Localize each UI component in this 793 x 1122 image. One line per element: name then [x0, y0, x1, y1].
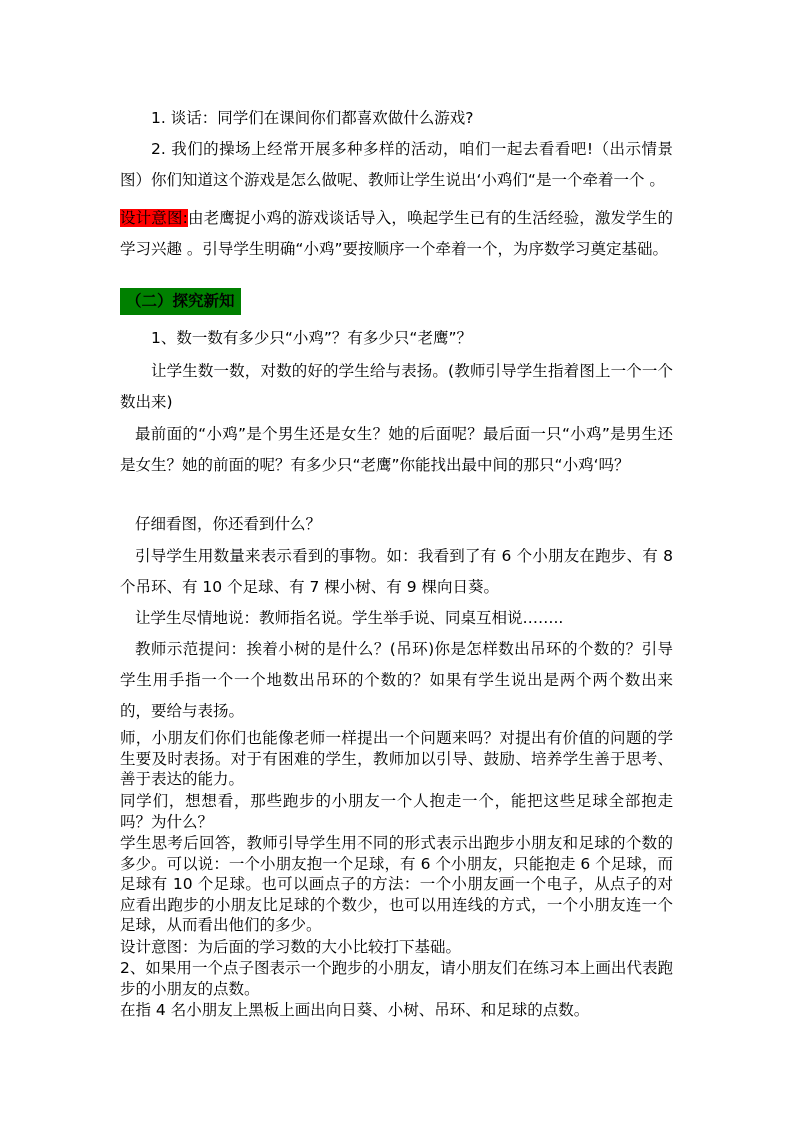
paragraph-answer-forms: 学生思考后回答，教师引导学生用不同的形式表示出跑步小朋友和足球的个数的多少。可以说：一个小朋友抱一个足球，有 6 个小朋友，只能抱走 6 个足球，而足球有 10 个足球。也可以画点子的方法：一个小朋友画一个电子，从点子的对应看出跑步的小朋友比足球的个数少，也可以用连线的方式，一个小朋友连一个足球，从而看出他们的多少。 [120, 834, 673, 934]
section-heading: （二）探究新知 [120, 288, 241, 315]
paragraph-front-chick: 最前面的“小鸡”是个男生还是女生？她的后面呢？最后面一只“小鸡”是男生还是女生？她的前面的呢？有多少只“老鹰”你能找出最中间的那只“小鸡‘吗？ [120, 425, 673, 474]
paragraph-kids-question: 师，小朋友们你们也能像老师一样提出一个问题来吗？对提出有价值的问题的学生要及时表扬。对于有困难的学生，教师加以引导、鼓励、培养学生善于思考、善于表达的能力。 [120, 729, 673, 788]
paragraph-students-think: 同学们，想想看，那些跑步的小朋友一个人抱走一个，能把这些足球全部抱走吗？为什么？ [120, 792, 673, 831]
paragraph-design-intent [120, 203, 673, 265]
paragraph-teacher-demo: 教师示范提问：挨着小树的是什么？(吊环)你是怎样数出吊环的个数的？引导学生用手指一个一个地数出吊环的个数的？如果有学生说出是两个两个数出来的，要给与表扬。 [120, 640, 673, 720]
paragraph-design-intent-2: 设计意图：为后面的学习数的大小比较打下基础。 [120, 938, 462, 956]
paragraph-playground: 2. 我们的操场上经常开展多种多样的活动，咱们一起去看看吧!（出示情景图）你们知道这个游戏是怎么做呢、教师让学生说出‘小鸡们“是一个牵着一个 。 [120, 140, 673, 189]
paragraph-talk: 1. 谈话：同学们在课间你们都喜欢做什么游戏? [151, 109, 474, 127]
paragraph-look-closely: 仔细看图，你还看到什么？ [135, 515, 322, 533]
section-heading-wrapper [120, 288, 241, 315]
paragraph-blackboard: 在指 4 名小朋友上黑板上画出向日葵、小树、吊环、和足球的点数。 [120, 1001, 590, 1019]
paragraph-count-praise: 让学生数一数，对数的好的学生给与表扬。(教师引导学生指着图上一个一个数出来) [120, 362, 673, 411]
paragraph-let-speak: 让学生尽情地说：教师指名说。学生举手说、同桌互相说…….. [135, 609, 564, 627]
paragraph-dot-diagram: 2、如果用一个点子图表示一个跑步的小朋友，请小朋友们在练习本上画出代表跑步的小朋友的点数。 [120, 959, 673, 998]
paragraph-guide-quantity: 引导学生用数量来表示看到的事物。如：我看到了有 6 个小朋友在跑步、有 8 个吊环、有 10 个足球、有 7 棵小树、有 9 棵向日葵。 [120, 547, 673, 596]
paragraph-count-question: 1、数一数有多少只“小鸡”？有多少只“老鹰”？ [151, 329, 472, 347]
design-intent-label: 设计意图: [120, 209, 188, 227]
design-intent-text: 由老鹰捉小鸡的游戏谈话导入，唤起学生已有的生活经验，激发学生的学习兴趣 。引导学生明确“小鸡”要按顺序一个牵着一个，为序数学习奠定基础。 [120, 209, 673, 258]
